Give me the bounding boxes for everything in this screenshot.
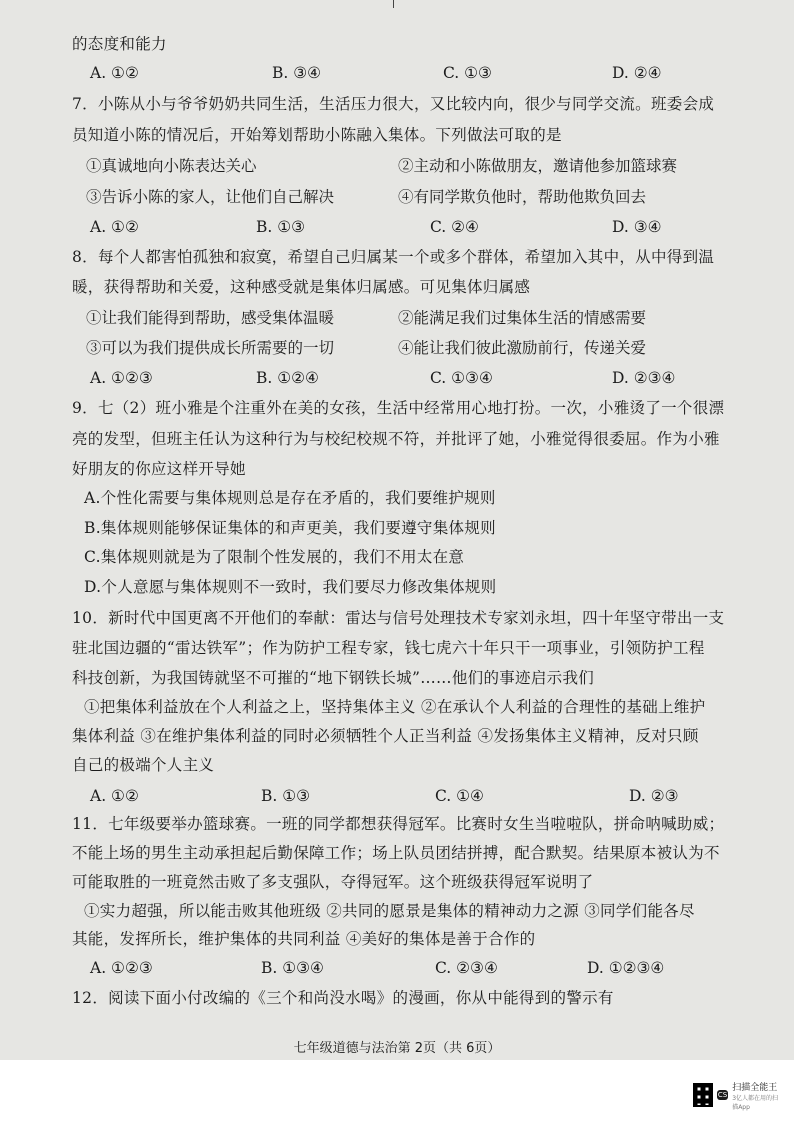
answer-option: A. ①②③ xyxy=(90,959,153,977)
text-line: 员知道小陈的情况后，开始筹划帮助小陈融入集体。下列做法可取的是 xyxy=(72,126,562,144)
text-line: 的态度和能力 xyxy=(72,35,167,53)
text-line: B.集体规则能够保证集体的和声更美，我们要遵守集体规则 xyxy=(84,519,496,537)
answer-option: C. ①③④ xyxy=(430,369,493,387)
text-line: 10．新时代中国更离不开他们的奉献：雷达与信号处理技术专家刘永坦，四十年坚守带出一支 xyxy=(72,609,725,627)
answer-option: A. ①② xyxy=(90,787,139,805)
answer-option: D. ②③④ xyxy=(612,369,676,387)
answer-option: D. ②④ xyxy=(612,64,662,82)
text-line: 其能，发挥所长，维护集体的共同利益 ④美好的集体是善于合作的 xyxy=(72,930,536,948)
text-line: 科技创新，为我国铸就坚不可摧的“地下钢铁长城”……他们的事迹启示我们 xyxy=(72,669,595,687)
text-line: 亮的发型，但班主任认为这种行为与校纪校规不符，并批评了她，小雅觉得很委屈。作为小雅 xyxy=(72,430,720,448)
text-line: 暖，获得帮助和关爱，这种感受就是集体归属感。可见集体归属感 xyxy=(72,278,531,296)
statement-right: ④有同学欺负他时，帮助他欺负回去 xyxy=(398,188,647,206)
answer-option: D. ①②③④ xyxy=(587,959,665,977)
answer-option: C. ②④ xyxy=(430,218,479,236)
answer-option: C. ①④ xyxy=(435,787,484,805)
scanner-tagline: 3亿人都在用的扫描App xyxy=(732,1094,779,1111)
answer-option: B. ①③ xyxy=(256,218,306,236)
answer-option: A. ①② xyxy=(90,64,139,82)
statement-left: ③告诉小陈的家人，让他们自己解决 xyxy=(86,188,335,206)
answer-option: B. ①③ xyxy=(261,787,311,805)
text-line: 自己的极端个人主义 xyxy=(72,756,215,774)
scanner-app-name: 扫描全能王 xyxy=(732,1082,778,1093)
answer-option: B. ①②④ xyxy=(256,369,319,387)
page-footer: 七年级道德与法治第 2页（共 6页） xyxy=(293,1041,501,1056)
text-line: 12．阅读下面小付改编的《三个和尚没水喝》的漫画，你从中能得到的警示有 xyxy=(72,989,614,1007)
text-line: ①把集体利益放在个人利益之上，坚持集体主义 ②在承认个人利益的合理性的基础上维护 xyxy=(84,698,706,716)
text-line: 7．小陈从小与爷爷奶奶共同生活，生活压力很大，又比较内向，很少与同学交流。班委会成 xyxy=(72,95,715,113)
answer-option: D. ③④ xyxy=(612,218,662,236)
text-line: 8．每个人都害怕孤独和寂寞，希望自己归属某一个或多个群体，希望加入其中，从中得到温 xyxy=(72,248,715,266)
text-line: A.个性化需要与集体规则总是存在矛盾的，我们要维护规则 xyxy=(84,489,496,507)
answer-option: C. ①③ xyxy=(443,64,492,82)
text-line: 好朋友的你应这样开导她 xyxy=(72,460,246,478)
text-line: 不能上场的男生主动承担起后勤保障工作；场上队员团结拼搏，配合默契。结果原本被认为不 xyxy=(72,844,720,862)
statement-left: ①让我们能得到帮助，感受集体温暖 xyxy=(86,309,335,327)
statement-right: ④能让我们彼此激励前行，传递关爱 xyxy=(398,339,647,357)
qr-code-icon xyxy=(693,1083,713,1107)
text-line: 11．七年级要举办篮球赛。一班的同学都想获得冠军。比赛时女生当啦啦队，拼命呐喊助威； xyxy=(72,815,725,833)
scanner-watermark xyxy=(693,1078,783,1112)
answer-option: A. ①② xyxy=(90,218,139,236)
statement-right: ②能满足我们过集体生活的情感需要 xyxy=(398,309,647,327)
statement-left: ①真诚地向小陈表达关心 xyxy=(86,157,257,175)
answer-option: C. ②③④ xyxy=(435,959,498,977)
cs-logo-icon: CS xyxy=(717,1091,728,1099)
statement-right: ②主动和小陈做朋友，邀请他参加篮球赛 xyxy=(398,157,678,175)
text-line: C.集体规则就是为了限制个性发展的，我们不用太在意 xyxy=(84,548,465,566)
statement-left: ③可以为我们提供成长所需要的一切 xyxy=(86,339,335,357)
binding-mark xyxy=(393,0,394,8)
text-line: ①实力超强，所以能击败其他班级 ②共同的愿景是集体的精神动力之源 ③同学们能各尽 xyxy=(84,902,695,920)
answer-option: D. ②③ xyxy=(629,787,679,805)
text-line: 可能取胜的一班竟然击败了多支强队，夺得冠军。这个班级获得冠军说明了 xyxy=(72,873,594,891)
answer-option: A. ①②③ xyxy=(90,369,153,387)
answer-option: B. ①③④ xyxy=(261,959,324,977)
answer-option: B. ③④ xyxy=(272,64,322,82)
text-line: 集体利益 ③在维护集体利益的同时必须牺牲个人正当利益 ④发扬集体主义精神，反对只顾 xyxy=(72,727,699,745)
text-line: D.个人意愿与集体规则不一致时，我们要尽力修改集体规则 xyxy=(84,578,497,596)
text-line: 9．七（2）班小雅是个注重外在美的女孩，生活中经常用心地打扮。一次，小雅烫了一个很漂 xyxy=(72,399,725,417)
text-line: 驻北国边疆的“雷达铁军”；作为防护工程专家，钱七虎六十年只干一项事业，引领防护工程 xyxy=(72,639,705,657)
